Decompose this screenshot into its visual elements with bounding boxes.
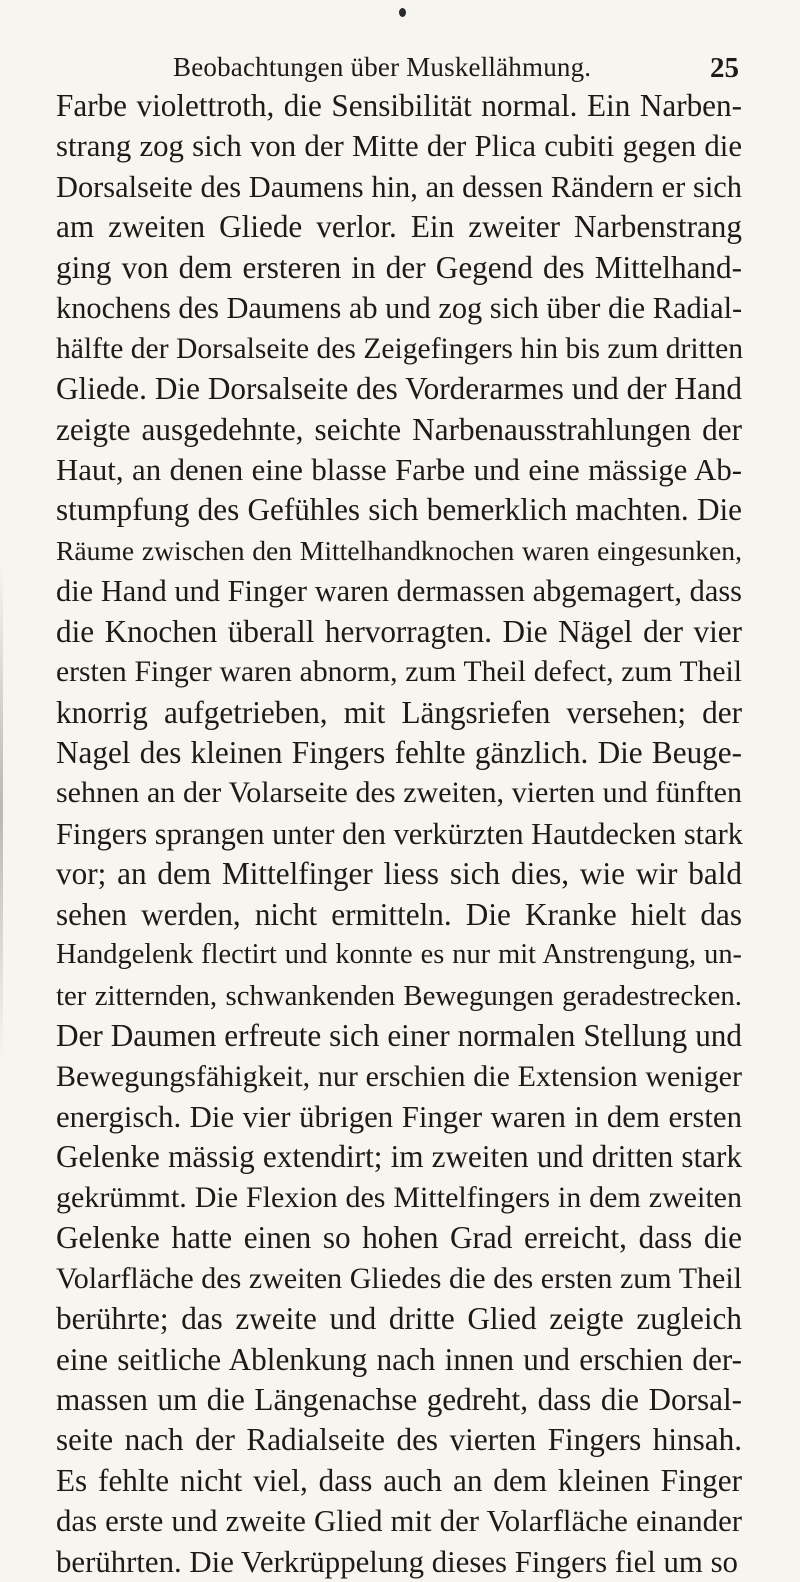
text-line: ersten Finger waren abnorm, zum Theil defect, zum Theil — [56, 656, 742, 689]
text-line: knorrig aufgetrieben, mit Längsriefen versehen; der — [56, 694, 742, 730]
text-line: Gelenke mässig extendirt; im zweiten und dritten stark — [56, 1139, 742, 1175]
text-line: sehnen an der Volarseite des zweiten, vierten und fünften — [56, 776, 742, 810]
text-line: zeigte ausgedehnte, seichte Narbenausstrahlungen der — [56, 411, 742, 447]
text-line: seite nach der Radialseite des vierten Fingers hinsah. — [56, 1422, 742, 1458]
text-line: ter zitternden, schwankenden Bewegungen geradestrecken. — [56, 979, 742, 1012]
text-line: Gliede. Die Dorsalseite des Vorderarmes und der Hand — [56, 371, 742, 407]
text-line: das erste und zweite Glied mit der Volarfläche einander — [56, 1504, 742, 1539]
text-line: am zweiten Gliede verlor. Ein zweiter Narbenstrang — [56, 209, 742, 245]
text-line: stumpfung des Gefühles sich bemerklich machten. Die — [56, 492, 742, 528]
text-line: gekrümmt. Die Flexion des Mittelfingers in dem zweiten — [56, 1180, 742, 1214]
text-line: Es fehlte nicht viel, dass auch an dem kleinen Finger — [56, 1462, 742, 1498]
text-line: Haut, an denen eine blasse Farbe und eine mässige Ab- — [56, 452, 742, 487]
ink-speck — [399, 8, 406, 17]
text-line: Räume zwischen den Mittelhandknochen waren eingesunken, — [56, 534, 742, 566]
text-line: berührten. Die Verkrüppelung dieses Fingers fiel um so — [56, 1544, 738, 1579]
text-line: ging von dem ersteren in der Gegend des Mittelhand- — [56, 249, 742, 285]
text-line: die Knochen überall hervorragten. Die Nägel der vier — [56, 613, 742, 649]
body-text — [56, 86, 742, 1582]
text-line: strang zog sich von der Mitte der Plica cubiti gegen die — [56, 129, 742, 164]
text-line: Gelenke hatte einen so hohen Grad erreicht, dass die — [56, 1220, 742, 1256]
text-line: Dorsalseite des Daumens hin, an dessen Rändern er sich — [56, 169, 742, 204]
text-line: knochens des Daumens ab und zog sich über die Radial- — [56, 291, 743, 326]
page-crease-shadow — [0, 560, 3, 1060]
text-line: Volarfläche des zweiten Gliedes die des ersten zum Theil — [56, 1261, 742, 1295]
text-line: Farbe violettroth, die Sensibilität normal. Ein Narben- — [56, 88, 742, 123]
text-line: eine seitliche Ablenkung nach innen und erschien der- — [56, 1341, 742, 1377]
text-line: die Hand und Finger waren dermassen abgemagert, dass — [56, 574, 742, 609]
text-line: Nagel des kleinen Fingers fehlte gänzlich. Die Beuge- — [56, 735, 742, 770]
running-title: Beobachtungen über Muskellähmung. — [173, 52, 592, 82]
text-line: Bewegungsfähigkeit, nur erschien die Extension weniger — [56, 1059, 742, 1093]
text-line: berührte; das zweite und dritte Glied zeigte zugleich — [56, 1301, 742, 1337]
text-line: energisch. Die vier übrigen Finger waren in dem ersten — [56, 1099, 742, 1134]
text-line: hälfte der Dorsalseite des Zeigefingers hin bis zum dritten — [56, 332, 744, 365]
text-line: vor; an dem Mittelfinger liess sich dies, wie wir bald — [56, 856, 742, 892]
page-number: 25 — [710, 52, 739, 84]
text-line: Fingers sprangen unter den verkürzten Hautdecken stark — [56, 816, 743, 851]
text-line: Der Daumen erfreute sich einer normalen Stellung und — [56, 1018, 742, 1054]
text-line: Handgelenk flectirt und konnte es nur mit Anstrengung, un- — [56, 939, 742, 971]
text-line: sehen werden, nicht ermitteln. Die Kranke hielt das — [56, 896, 742, 932]
text-line: massen um die Längenachse gedreht, dass die Dorsal- — [56, 1382, 742, 1417]
